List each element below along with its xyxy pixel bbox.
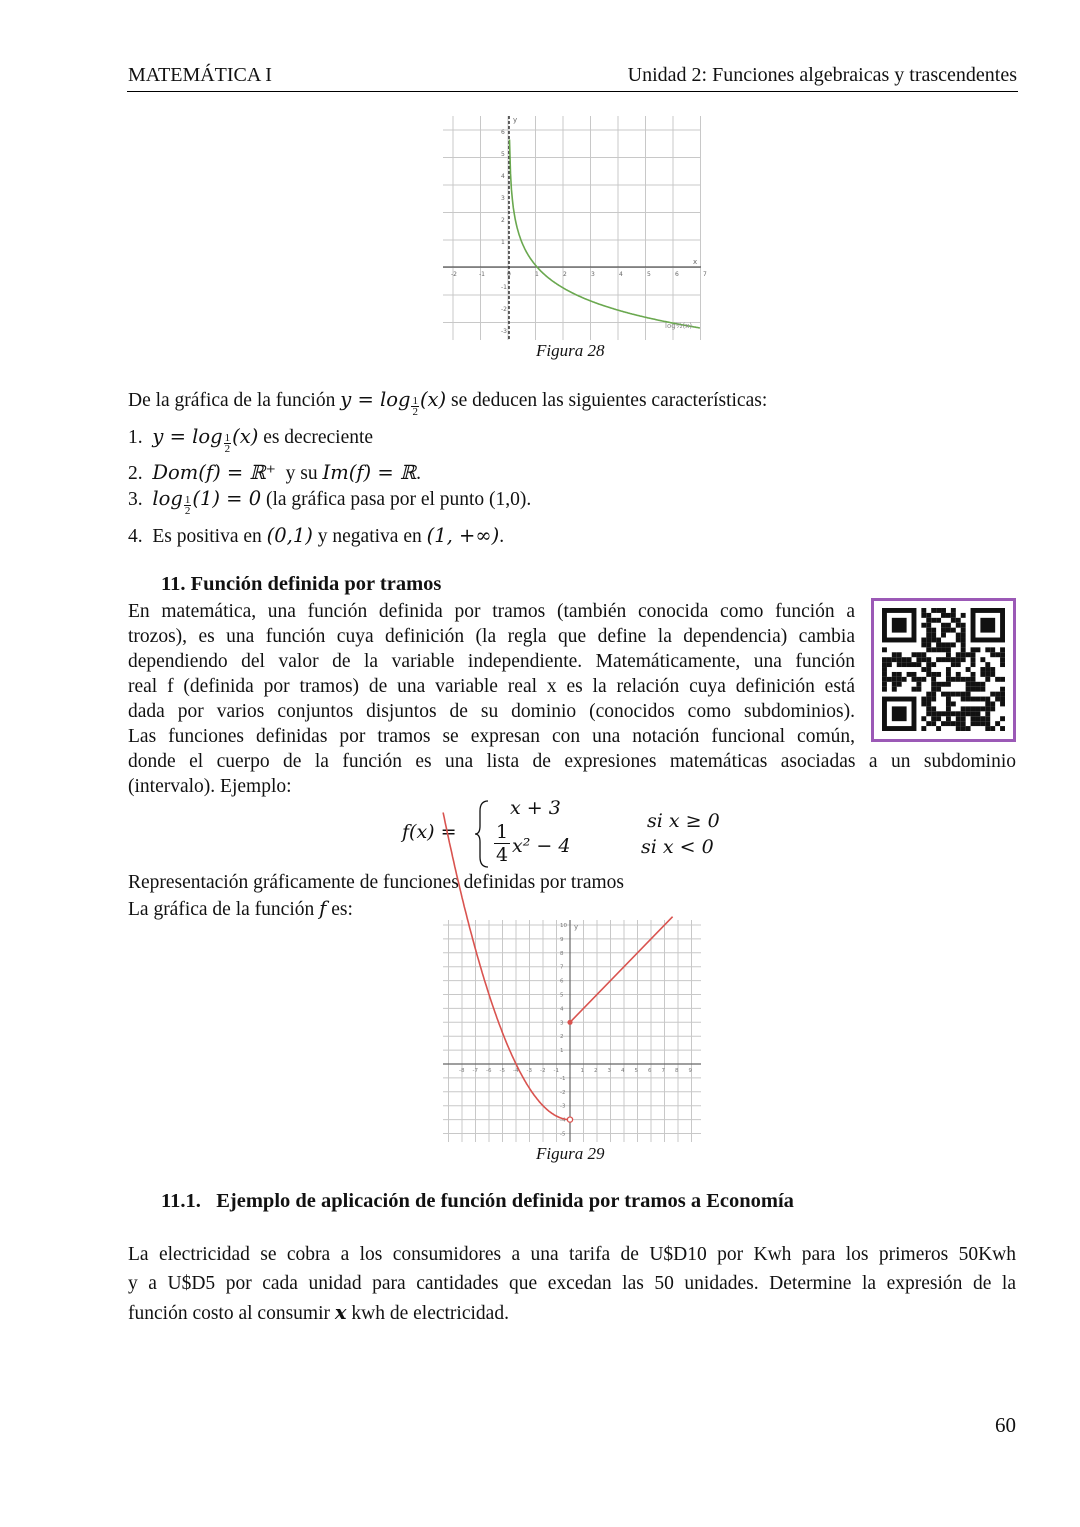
piece-1: x + 3 — [510, 797, 561, 819]
log-curve — [510, 140, 700, 328]
y-tick-label: 5 — [560, 992, 564, 999]
x-tick-label: -4 — [513, 1068, 519, 1074]
body-line: y a U$D5 por cada unidad para cantidades que excedan las 50 unidades. Determine la expresión de la — [128, 1273, 1016, 1294]
y-tick-label: 2 — [560, 1034, 564, 1041]
section-11-title: 11. Función definida por tramos — [161, 573, 442, 595]
closed-point — [567, 1020, 572, 1025]
body-line: real f (definida por tramos) de una variable real x es la relación cuya definición está — [128, 676, 855, 697]
open-point — [567, 1117, 572, 1122]
log-base: $\frac{1}{2}$ — [412, 395, 418, 418]
x-tick-label: -1 — [479, 271, 485, 278]
intro-text: De la gráfica de la función — [128, 390, 341, 411]
section-11-1-title: 11.1. Ejemplo de aplicación de función definida por tramos a Economía — [161, 1190, 794, 1212]
header-unit: Unidad 2: Funciones algebraicas y trascendentes — [627, 64, 1017, 86]
x-tick-label: -1 — [553, 1068, 559, 1074]
y-axis-label: y — [513, 116, 518, 124]
list-item: 2. Dom(f) = ℝ⁺ y su Im(f) = ℝ. — [128, 461, 421, 484]
y-tick-label: 1 — [501, 239, 505, 246]
x-tick-label: -2 — [451, 271, 457, 278]
x-tick-label: 6 — [648, 1068, 652, 1074]
y-tick-label: 3 — [560, 1020, 564, 1027]
body-line: La electricidad se cobra a los consumidores a una tarifa de U$D10 por Kwh para los primeros 50Kwh — [128, 1244, 1016, 1265]
x-tick-label: -2 — [540, 1068, 546, 1074]
piece-2: x² − 4 — [512, 835, 571, 857]
x-tick-label: 7 — [703, 271, 707, 278]
y-axis-label: y — [574, 923, 579, 931]
body-line: En matemática, una función definida por tramos (también conocida como función a — [128, 601, 855, 622]
y-tick-label: -4 — [560, 1117, 566, 1124]
intro-paragraph — [128, 387, 768, 418]
y-tick-label: 9 — [560, 936, 564, 943]
y-tick-label: 2 — [501, 217, 505, 224]
y-tick-label: -3 — [501, 328, 507, 335]
representation-text: La gráfica de la función f es: — [128, 897, 353, 920]
condition-1: si x ≥ 0 — [647, 810, 720, 832]
body-line: función costo al consumir x kwh de electricidad. — [128, 1301, 509, 1324]
y-tick-label: 5 — [501, 151, 505, 158]
x-axis-label: x — [693, 258, 698, 266]
qr-code-image — [882, 608, 1005, 731]
x-tick-label: 5 — [634, 1068, 638, 1074]
figure-29-piecewise-graph — [443, 918, 703, 1144]
line-branch — [570, 917, 673, 1023]
intro-arg: (x) — [419, 388, 447, 411]
formula-lhs: f(x) = — [402, 821, 457, 843]
x-tick-label: 4 — [621, 1068, 625, 1074]
y-tick-label: 4 — [501, 173, 505, 180]
qr-code[interactable] — [871, 598, 1016, 742]
figure-29-caption: Figura 29 — [536, 1144, 605, 1163]
x-tick-label: 7 — [661, 1068, 665, 1074]
x-tick-label: -8 — [459, 1068, 465, 1074]
x-tick-label: 4 — [619, 271, 623, 278]
intro-formula: y = log — [340, 388, 411, 411]
x-tick-label: -5 — [499, 1068, 505, 1074]
y-tick-label: -2 — [560, 1089, 566, 1096]
x-tick-label: 5 — [647, 271, 651, 278]
header-rule — [127, 91, 1018, 92]
y-tick-label: 1 — [560, 1048, 564, 1055]
x-tick-label: 2 — [594, 1068, 598, 1074]
y-tick-label: -5 — [560, 1131, 566, 1138]
y-tick-label: 7 — [560, 964, 564, 971]
y-tick-label: 8 — [560, 950, 564, 957]
x-tick-label: -3 — [526, 1068, 532, 1074]
y-tick-label: 6 — [501, 129, 505, 136]
y-tick-label: -2 — [501, 306, 507, 313]
body-line: trozos), es una función cuya definición (la regla que define la dependencia) cambia — [128, 626, 855, 647]
condition-2: si x < 0 — [641, 836, 714, 858]
x-tick-label: -6 — [486, 1068, 492, 1074]
body-line: (intervalo). Ejemplo: — [128, 776, 292, 797]
y-tick-label: 6 — [560, 978, 564, 985]
x-tick-label: 9 — [688, 1068, 692, 1074]
body-line: donde el cuerpo de la función es una lista de expresiones matemáticas asociadas a un subdominio — [128, 751, 1016, 772]
figure-28-log-graph — [443, 112, 707, 342]
left-brace — [474, 799, 490, 869]
x-tick-label: 3 — [607, 1068, 611, 1074]
x-tick-label: 0 — [507, 271, 511, 278]
x-tick-label: -7 — [472, 1068, 478, 1074]
x-tick-label: 2 — [563, 271, 567, 278]
x-tick-label: 1 — [535, 271, 539, 278]
x-tick-label: 3 — [591, 271, 595, 278]
intro-text-after: se deducen las siguientes características: — [446, 390, 768, 411]
representation-heading: Representación gráficamente de funciones definidas por tramos — [128, 872, 624, 893]
piece-2-fraction: 1 4 — [495, 821, 509, 866]
y-tick-label: 4 — [560, 1006, 564, 1013]
list-item: 4. Es positiva en (0,1) y negativa en (1, +∞). — [128, 524, 505, 547]
x-tick-label: 8 — [675, 1068, 679, 1074]
body-line: dada por varios conjuntos disjuntos de su dominio (conocidos como subdominios). — [128, 701, 855, 722]
y-tick-label: 3 — [501, 195, 505, 202]
y-tick-label: -1 — [560, 1075, 566, 1082]
body-line: Las funciones definidas por tramos se expresan con una notación funcional común, — [128, 726, 855, 747]
list-item: 1. y = log $\frac{1}{2}$ (x) es decreciente — [128, 425, 374, 455]
body-line: dependiendo del valor de la variable independiente. Matemáticamente, una función — [128, 651, 855, 672]
x-tick-label: 1 — [580, 1068, 584, 1074]
page-number: 60 — [995, 1413, 1016, 1437]
x-tick-label: 6 — [675, 271, 679, 278]
figure-28-caption: Figura 28 — [536, 341, 605, 360]
header-subject: MATEMÁTICA I — [128, 64, 272, 86]
y-tick-label: -1 — [501, 284, 507, 291]
y-tick-label: 10 — [560, 923, 567, 929]
y-tick-label: -3 — [560, 1103, 566, 1110]
list-item: 3. log $\frac{1}{2}$ (1) = 0 (la gráfica pasa por el punto (1,0). — [128, 487, 532, 517]
curve-label: log½(x) — [665, 322, 693, 330]
